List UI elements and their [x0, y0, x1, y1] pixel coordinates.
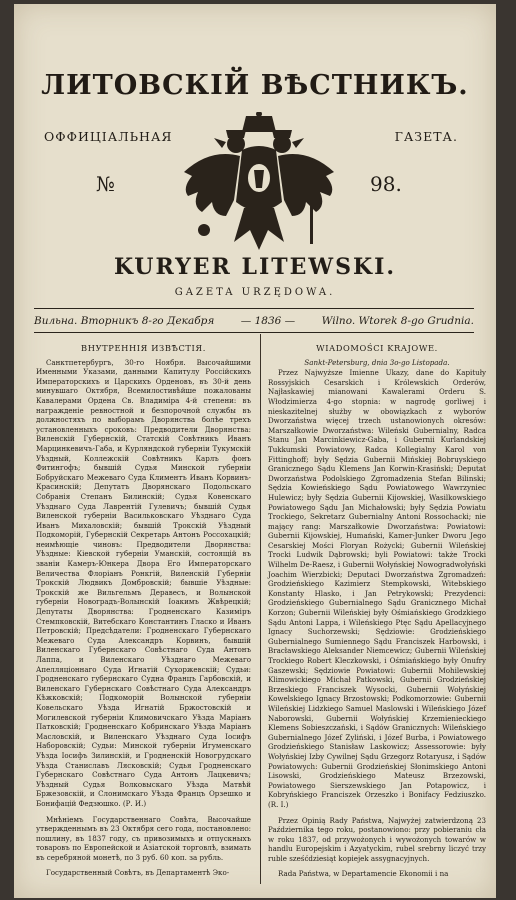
dateline-year: — 1836 — [240, 315, 296, 327]
masthead-gazeta-label: ГАЗЕТА. [394, 129, 458, 144]
right-column [268, 344, 486, 879]
dateline [34, 315, 474, 327]
right-paragraph: Rada Państwa, w Departamencie Ekonomii i na [278, 869, 449, 879]
newspaper-page [14, 4, 496, 898]
masthead-official-label: ОФФИЦІАЛЬНАЯ [44, 129, 173, 144]
left-column-heading: ВНУТРЕННІЯ ИЗВѢСТІЯ. [81, 343, 206, 353]
left-column [36, 344, 251, 878]
dateline-russian: Вильна. Вторникъ 8-го Декабря [34, 315, 215, 327]
masthead-title-russian: ЛИТОВСКІЙ ВѢСТНИКЪ. [41, 70, 469, 101]
masthead-rule-top [34, 308, 474, 309]
left-paragraph: Государственный Совѣтъ, въ Департаментѣ Эко- [46, 868, 230, 878]
column-divider [260, 334, 261, 884]
left-paragraph: Мнѣніемъ Государственнаго Совѣта, Высочайше утвержденнымъ въ 23 Октября сего года, постановлено: пошлину, въ 1837 году, съ привозимыхъ и отпускныхъ товаровъ по Европейской и Азіатской торговлѣ, взимать въ серебряной монетѣ, по 3 руб. 60 коп. за рубль. [36, 814, 251, 862]
issue-number: 98. [370, 172, 402, 196]
double-headed-eagle-icon [174, 112, 344, 262]
masthead-title-polish: KURYER LITEWSKI. [113, 254, 397, 280]
issue-number-label: № [96, 172, 115, 196]
masthead-rule-bottom [34, 332, 474, 333]
masthead-subtitle-polish: GAZETA URZĘDOWA. [174, 287, 336, 298]
right-paragraph: Przez Najwyższe Imienne Ukazy, dane do Kapituły Rossyjskich Cesarskich i Królewskich Orderów, Najłaskawiej mianowani Kawalerami Orderu S. Włodzimierza 4-go stopnia: w nagrodę gorliwej i nieskazitelnej służby w obowiązkach z wyborów Dworzaństwa więcej trzech ustanowionych okresów: Marszałkowie Dworzaństwa: Wileński Gubernialny, Radca Stanu Jan Marcinkiewicz-Gaba, i Gubernii Kurlandskiej Tukkumski Powiatowy, Radca Kollegialny Karol von Fittinghoff; były Sędzia Gubernii Mińskiej Bobruyskiego Granicznego Sądu Klemens Jan Korwin-Krasiński; Deputat Dworzaństwa Podolskiego Zgromadzenia Stefan Bilinski; Sędzia Kowieńskiego Sądu Powiatowego Wawrzyniec Hulewicz; były Sędzia Gubernii Kijowskiej, Wasilkowskiego Powiatowego Sądu Jan Michałowski; były Sędzia Powiatu Trockiego, Sekretarz Gubernialny Antoni Rossochacki; nie mający rang: Marszałkowie Dworzaństwa: Powiatowi: Gubernii Kijowskiej, Humański, Kamer-Junker Dworu Jego Cesarskiej Mości Floryan Rożycki; Gubernii Wileńskiej Trocki Ludwik Dąbrowski; byli Powiatowi: także Trocki Wilhelm De-Raesz, i Gubernii Wołyńskiej Nowogradwołyński Joachim Wierzbicki; Deputaci Dworzaństwa Zgromadzeń: Grodzieńskiego Kazimierz Stempkowski, Witebskiego Konstanty Hlasko, i Jan Petrykowski; Prezydenci: Grodzieńskiego Gubernialnego Sądu Granicznego Michał Korzon; Gubernii Wileńskiej były Ośmiańskiego Grodzkiego Sądu Antoni Lappa, i Wileńskiego Ptęc Sądu Apellacyjnego Ignacy Suchorzewski; Sędziowie: Grodzieńskiego Gubernialnego Sumiennego Sądu Franciszek Harbowski, i Bracławskiego Aleksander Niemcewicz; Gubernii Wileńskiej Trockiego Robert Kleczkowski, i Ośmiańskiego były Onufry Gaszewski; Sędziowie Powiatowi: Gubernii Mohilewskiej Klimowickiego Michał Patkowski, Gubernii Grodzieńskiej Brzeskiego Franciszek Wysocki, Gubernii Wołyńskiej Kowelskiego Ignacy Brzostowski; Podkomorzowie: Gubernii Wileńskiej Lidzkiego Samuel Maslowski i Wileńskiego Józef Naborowski, Gubernii Wołyńskiej Krzemienieckiego Klemens Sobieszczański, i Sądów Granicznych: Wileńskiego Gubernialnego Józef Zyliński, i Józef Burba, i Powiatowego Grodzieńskiego Stanisław Laskowicz; Assessorowie: były Wołyńskiej Izby Cywilnej Sądu Grzegorz Rotaryusz, i Sądów Powiatowych: Gubernii Grodzieńskiej Słonimskiego Antoni Lisowski, Grodzieńskiego Mateusz Brzezowski, Powiatowego Sierszewskiego Jan Potapowicz, i Kobryńskiego Franciszek Orzeszko i Bonifacy Fedziuszko. (R. I.) [268, 368, 486, 809]
right-column-heading: WIADOMOŚCI KRAJOWE. [316, 343, 438, 353]
right-column-dateline: Sankt-Petersburg, dnia 3o-go Listopada. [304, 357, 450, 367]
dateline-polish: Wilno. Wtorek 8-go Grudnia. [321, 315, 474, 327]
left-paragraph: Санктпетербургъ, 30-го Ноября. Высочайшими Именными Указами, данными Капитулу Россійскихъ Императорскихъ и Царскихъ Орденовъ, въ 30-й день минувшаго Октября, Всемилостивѣйше пожалованы Кавалерами Ордена Св. Владиміра 4-й степени: въ награжденіе ревностной и безпорочной службы въ должностяхъ по выборамъ Дворянства болѣе трехъ установленныхъ сроковъ: Предводители Дворянства: Виленскій Губернскій, Статскій Совѣтникъ Иванъ Марцинкевичъ-Габа, и Курляндской губерніи Тукумскій Уѣздный, Коллежскій Совѣтникъ Карлъ фонъ Фитингофъ; бывшій Судья Минской губерніи Бобруйскаго Межеваго Суда Климентъ Иванъ Корвинъ-Красинскій; Депутатъ Дворянскаго Подольскаго Собранія Степанъ Билинскій; Судья Ковенскаго Уѣзднаго Суда Лаврентій Гулевичъ; бывшій Судья Виленской губерніи Васильковскаго Уѣзднаго Суда Иванъ Михаловскій; бывшій Трокскій Уѣздный Подкоморій, Губернскій Секретарь Антонъ Россохацкій; неимѣющіе чиновъ: Предводители Дворянства: Уѣздные: Кіевской губерніи Уманскій, состоящій въ званіи Камеръ-Юнкера Двора Его Императорскаго Величества Флоріанъ Ронкгій, Виленскій Губерніи Трокскій Людвикъ Домбровскій; бывшіе Уѣздные: Трокскій же Вильгельмъ Деравесъ, и Волынской губерніи Новоградъ-Волынскій Іоакимъ Жвѣрецкій; Депутаты Дворянства: Гродненскаго Казиміръ Стемпковскій, Витебскаго Константинъ Гласко и Иванъ Петровскій; Предсѣдатели: Гродненскаго Губернскаго Межеваго Суда Александръ Корвинъ, бывшій Виленскаго Губернскаго Совѣстнаго Суда Антонъ Лаппа, и Виленскаго Уѣзднаго Межеваго Апелляціоннаго Суда Игнатій Сухоржевскій; Судьи: Гродненскаго губернскаго Судна Францъ Гарбовскій, и Виленскаго Губернскаго Совѣстнаго Суда Александръ Кѣжковскій; Подкоморій Волынской губерніи Ковельскаго Уѣзда Игнатій Бржостовскій и Могилевской губерніи Климовичскаго Уѣзда Маріанъ Патковскій; Гродненскаго Кобринскаго Уѣзда Маріанъ Масловскій, и Виленскаго Уѣзднаго Суда Іосифъ Наборовскій; Судьи: Минской губерніи Игуменскаго Уѣзда Іосифъ Зилинскій, и Гродненскій Новогрудскаго Уѣзда Станиславъ Лясковскій; Судья Гродненскаго Губернскаго Совѣстнаго Суда Антонъ Лацкевичъ; Уѣздный Судья Волковыскаго Уѣзда Матвѣй Бржезовскій, и Слонимскаго Уѣзда Францъ Орзешко и Бонифацій Федзюшко. (Р. И.) [36, 357, 251, 808]
right-paragraph: Przez Opinią Rady Państwa, Najwyżej zatwierdzoną 23 Października tego roku, postanowiono: przy pobieraniu cła w roku 1837, od przywożonych i wywożonych towarów w handlu Europejskim i Azyatyckim, rubel srebrny liczyć trzy ruble sześćdziesiąt kopiejek assygnacyjnych. [268, 815, 486, 863]
